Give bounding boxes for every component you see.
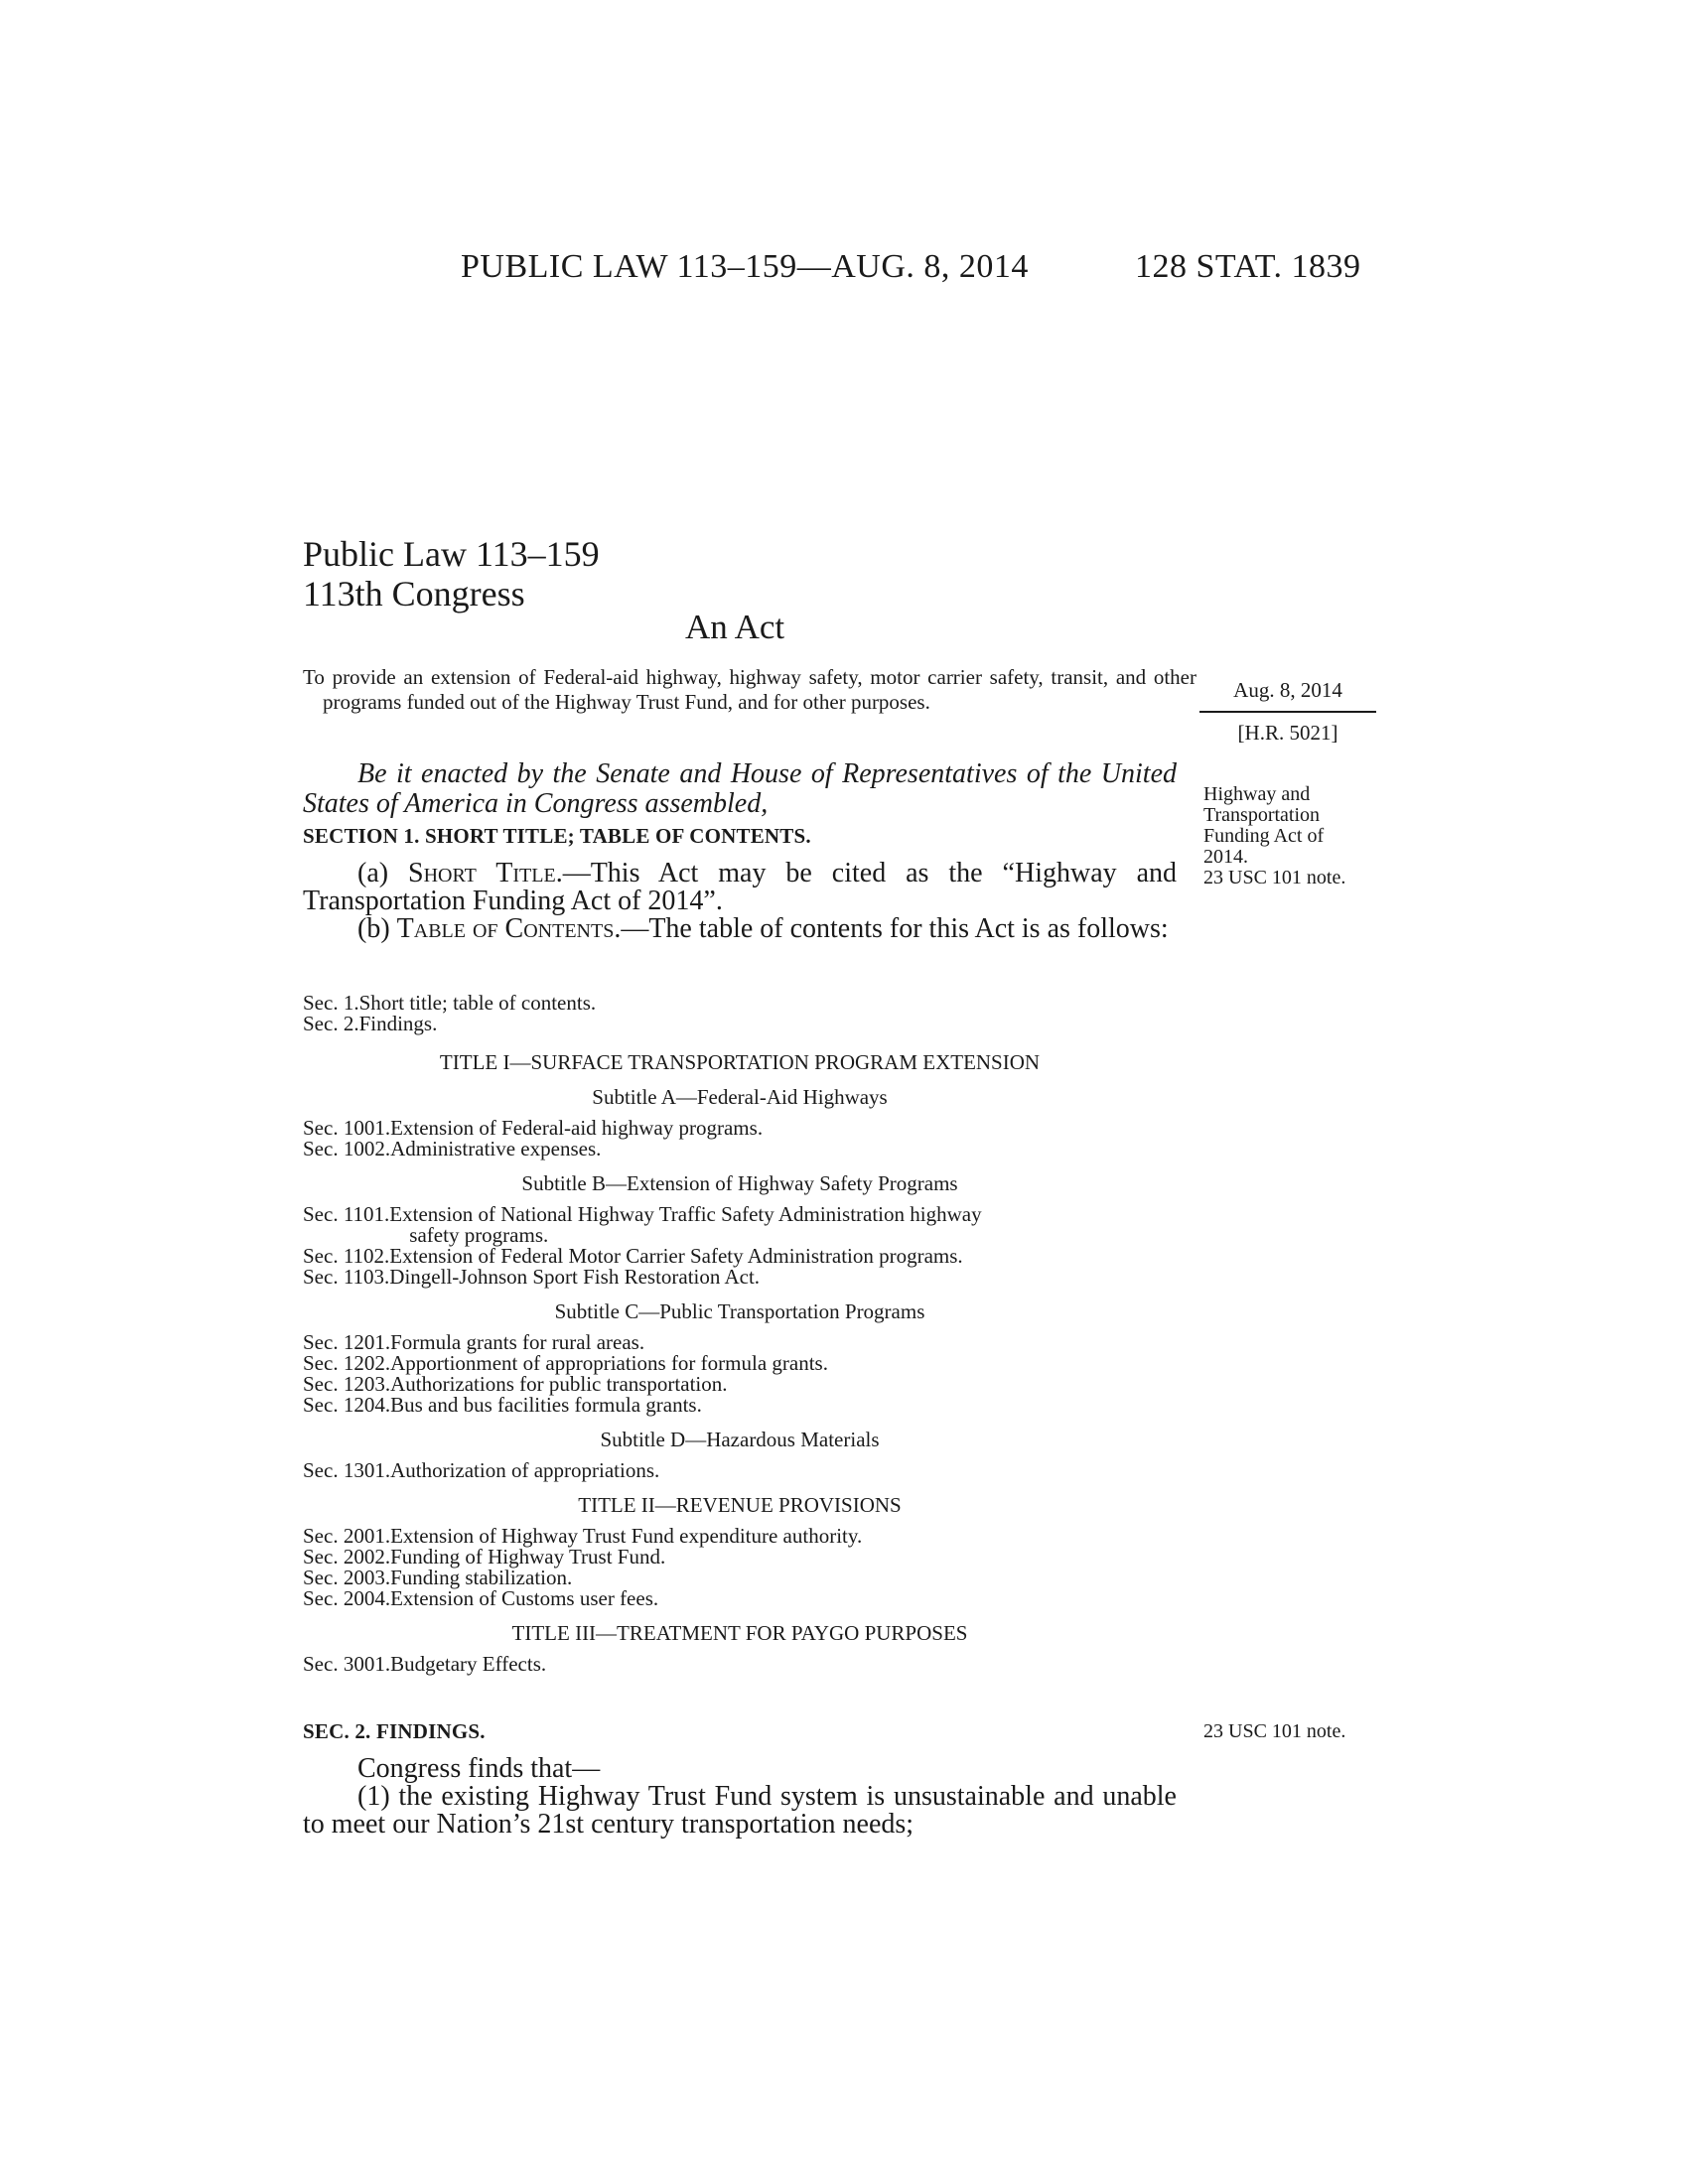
toc-title-1: TITLE I—SURFACE TRANSPORTATION PROGRAM EXTENSION bbox=[439, 1050, 1041, 1074]
toc-entry bbox=[303, 1568, 1177, 1588]
toc-entry-number: Sec. 2. bbox=[303, 1012, 359, 1035]
toc-entry-number: Sec. 1101. bbox=[303, 1202, 390, 1226]
toc-entry-number: Sec. 2001. bbox=[303, 1524, 391, 1548]
enactment-date: Aug. 8, 2014 bbox=[1233, 678, 1342, 702]
enacting-clause: Be it enacted by the Senate and House of Representatives of the United States of America in Congress assembled, bbox=[303, 758, 1177, 819]
toc-entry-text: Funding stabilization. bbox=[390, 1566, 573, 1589]
findings-intro: Congress finds that— bbox=[357, 1753, 601, 1784]
toc-entry-number: Sec. 1001. bbox=[303, 1116, 391, 1140]
toc-title-3: TITLE III—TREATMENT FOR PAYGO PURPOSES bbox=[511, 1621, 968, 1645]
stat-reference: 128 STAT. 1839 bbox=[1135, 248, 1361, 285]
toc-entry-number: Sec. 1202. bbox=[303, 1351, 391, 1375]
toc-entry-text: Authorizations for public transportation. bbox=[390, 1372, 728, 1396]
act-purpose: To provide an extension of Federal-aid highway, highway safety, motor carrier safety, transit, and other programs funded out of the Highway Trust Fund, and for other purposes. bbox=[303, 665, 1196, 714]
subsection-b-text: .—The table of contents for this Act is as follows: bbox=[614, 913, 1169, 944]
toc-entry-number: Sec. 2003. bbox=[303, 1566, 391, 1589]
section-1-heading: SECTION 1. SHORT TITLE; TABLE OF CONTENTS. bbox=[303, 824, 811, 848]
toc-entry-text: Formula grants for rural areas. bbox=[390, 1330, 645, 1354]
toc-entry-number: Sec. 1102. bbox=[303, 1244, 390, 1268]
usc-note-findings: 23 USC 101 note. bbox=[1203, 1720, 1346, 1742]
toc-subtitle-d: Subtitle D—Hazardous Materials bbox=[600, 1428, 880, 1451]
usc-note: 23 USC 101 note. bbox=[1203, 867, 1346, 888]
finding-1: (1) the existing Highway Trust Fund system is unsustainable and unable to meet our Nation’s 21st century transportation needs; bbox=[303, 1781, 1177, 1840]
toc-entry bbox=[303, 1547, 1177, 1568]
toc-entry-text: Extension of Customs user fees. bbox=[390, 1586, 659, 1610]
toc-entry bbox=[303, 1353, 1177, 1374]
date-rule-divider bbox=[1199, 711, 1376, 713]
toc-entry-text: Apportionment of appropriations for formula grants. bbox=[390, 1351, 828, 1375]
toc-entry bbox=[303, 1332, 1177, 1353]
toc-entry bbox=[303, 1246, 1177, 1267]
table-of-contents bbox=[303, 993, 1177, 1675]
toc-entry-text-continuation: safety programs. bbox=[409, 1223, 549, 1247]
title-block bbox=[303, 534, 600, 614]
subsection-a-text: .—This Act may be cited as the “Highway and Transportation Funding Act of 2014”. bbox=[303, 858, 1177, 916]
toc-entry-text: Extension of Federal Motor Carrier Safety Administration programs. bbox=[389, 1244, 963, 1268]
subsection-b-heading: Table of Contents bbox=[396, 913, 615, 944]
toc-entry bbox=[303, 1204, 1177, 1246]
date-box bbox=[1199, 678, 1376, 746]
running-title: PUBLIC LAW 113–159—AUG. 8, 2014 bbox=[461, 248, 1029, 285]
bill-number: [H.R. 5021] bbox=[1237, 721, 1338, 745]
toc-entry-number: Sec. 2002. bbox=[303, 1545, 391, 1569]
toc-entry bbox=[303, 1588, 1177, 1609]
toc-entry-text: Authorization of appropriations. bbox=[390, 1458, 660, 1482]
toc-entry-text: Administrative expenses. bbox=[390, 1137, 602, 1160]
toc-entry-text: Budgetary Effects. bbox=[390, 1652, 547, 1676]
toc-entry-text: Short title; table of contents. bbox=[358, 991, 597, 1015]
toc-entry-number: Sec. 1204. bbox=[303, 1393, 391, 1417]
toc-entry-text: Findings. bbox=[358, 1012, 438, 1035]
toc-entry-number: Sec. 1. bbox=[303, 991, 359, 1015]
margin-note-short-title bbox=[1203, 784, 1362, 888]
toc-entry bbox=[303, 1118, 1177, 1139]
short-title-note: Highway and Transportation Funding Act of 2014. bbox=[1203, 783, 1325, 868]
section-1-a bbox=[303, 860, 1177, 915]
toc-subtitle-c: Subtitle C—Public Transportation Programs bbox=[554, 1299, 925, 1323]
congress-number: 113th Congress bbox=[303, 574, 525, 614]
toc-entry-number: Sec. 2004. bbox=[303, 1586, 391, 1610]
subsection-a-label: (a) bbox=[357, 858, 409, 888]
section-1-b bbox=[303, 915, 1177, 943]
toc-entry-number: Sec. 1002. bbox=[303, 1137, 391, 1160]
toc-entry bbox=[303, 1395, 1177, 1416]
toc-entry-text: Bus and bus facilities formula grants. bbox=[390, 1393, 702, 1417]
public-law-number: Public Law 113–159 bbox=[303, 534, 600, 574]
toc-title-2: TITLE II—REVENUE PROVISIONS bbox=[578, 1493, 902, 1517]
subsection-b-label: (b) bbox=[357, 913, 397, 944]
toc-subtitle-a: Subtitle A—Federal-Aid Highways bbox=[592, 1085, 888, 1109]
toc-entry-number: Sec. 1203. bbox=[303, 1372, 391, 1396]
toc-entry bbox=[303, 1460, 1177, 1481]
toc-entry bbox=[303, 1139, 1177, 1160]
toc-entry-text: Funding of Highway Trust Fund. bbox=[390, 1545, 666, 1569]
toc-entry-text: Extension of Federal-aid highway programs. bbox=[390, 1116, 764, 1140]
toc-subtitle-b: Subtitle B—Extension of Highway Safety Programs bbox=[521, 1171, 958, 1195]
toc-entry-text-line: Extension of National Highway Traffic Safety Administration highway bbox=[389, 1202, 982, 1226]
toc-entry bbox=[303, 1374, 1177, 1395]
subsection-a-heading: Short Title bbox=[408, 858, 556, 888]
toc-entry-number: Sec. 1301. bbox=[303, 1458, 391, 1482]
toc-entry-text bbox=[389, 1204, 1177, 1246]
toc-entry-number: Sec. 1201. bbox=[303, 1330, 391, 1354]
toc-entry bbox=[303, 1526, 1177, 1547]
toc-entry-number: Sec. 3001. bbox=[303, 1652, 391, 1676]
toc-entry bbox=[303, 1267, 1177, 1288]
toc-entry-text: Extension of Highway Trust Fund expenditure authority. bbox=[390, 1524, 863, 1548]
toc-entry-number: Sec. 1103. bbox=[303, 1265, 390, 1289]
toc-entry bbox=[303, 1654, 1177, 1675]
toc-entry bbox=[303, 993, 1177, 1014]
toc-entry bbox=[303, 1014, 1177, 1034]
section-2-heading: SEC. 2. FINDINGS. bbox=[303, 1719, 486, 1743]
an-act-heading: An Act bbox=[685, 608, 785, 646]
toc-entry-text: Dingell-Johnson Sport Fish Restoration Act. bbox=[389, 1265, 761, 1289]
